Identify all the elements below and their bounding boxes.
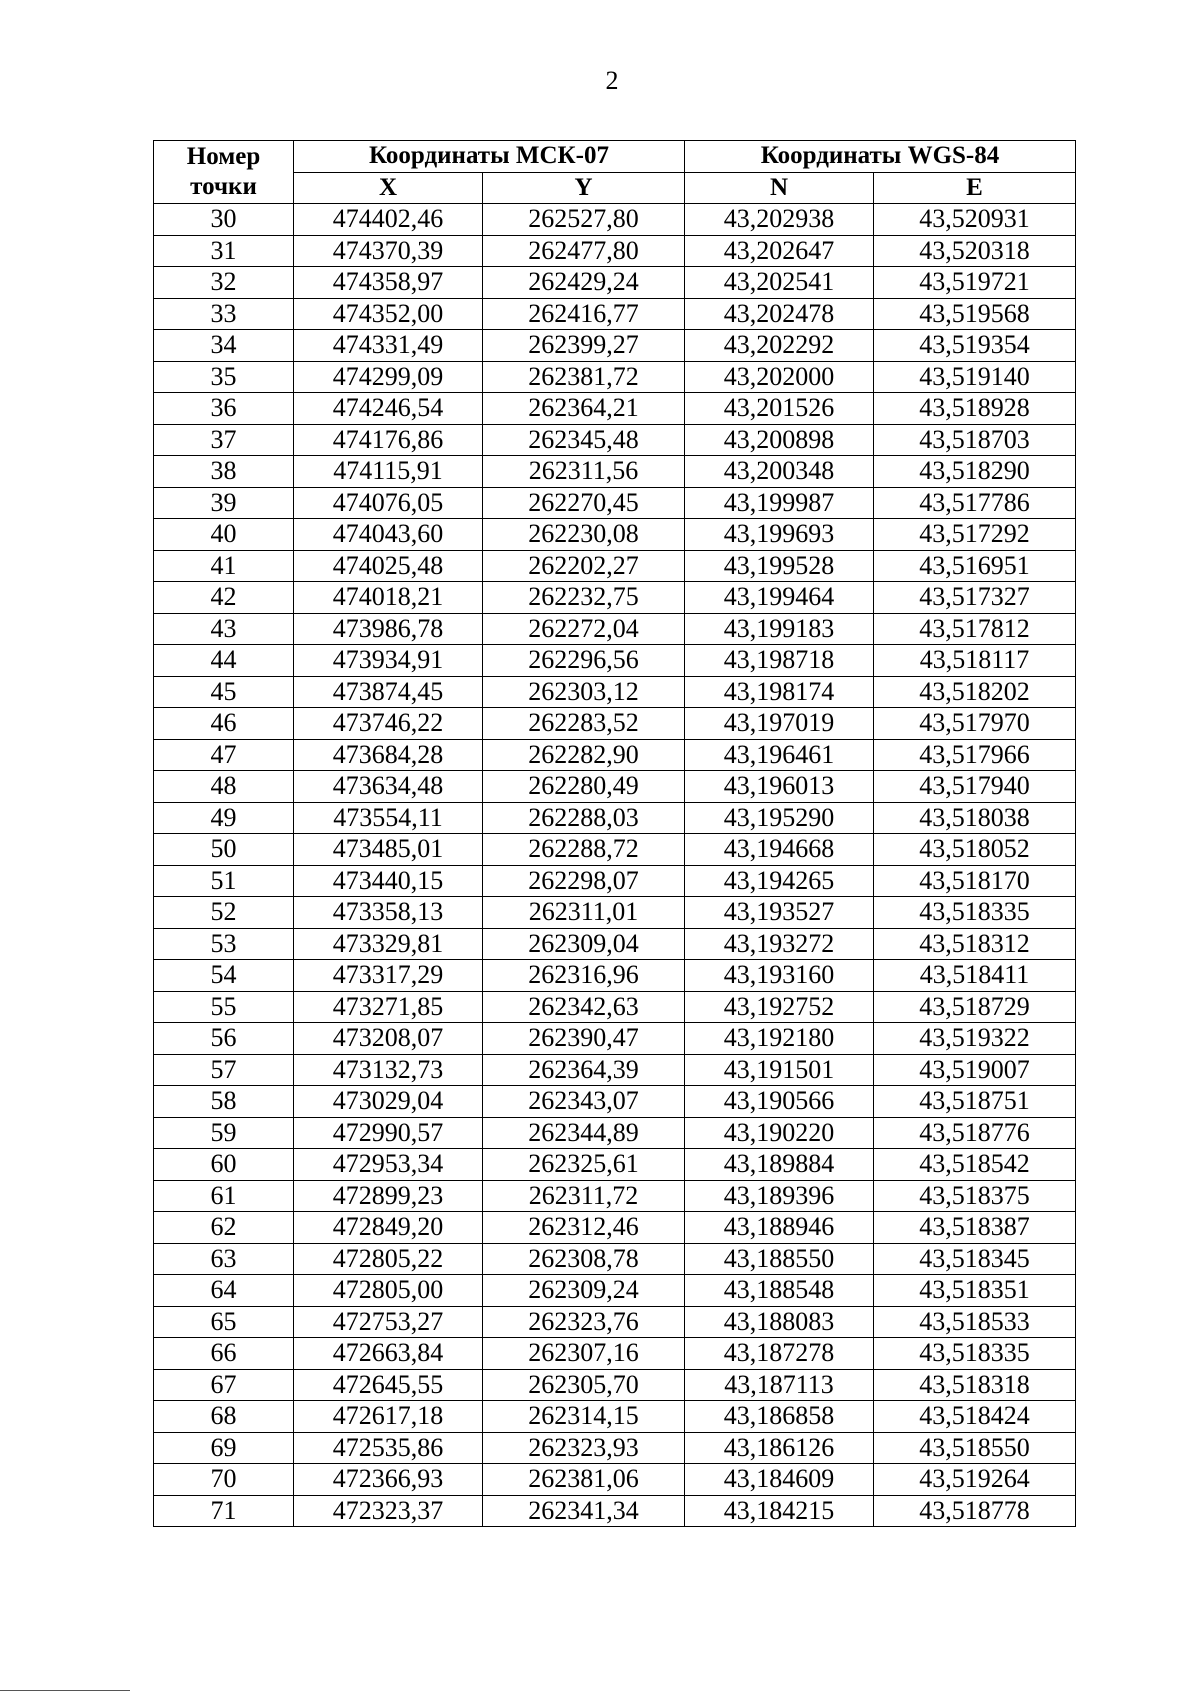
page-number: 2 [605, 66, 619, 95]
table-row [154, 550, 1076, 582]
point-number-cell: 56 [154, 1023, 294, 1055]
table-row [154, 771, 1076, 803]
table-row [154, 645, 1076, 677]
e-cell: 43,519568 [874, 298, 1076, 330]
table-row [154, 1432, 1076, 1464]
point-number-cell: 41 [154, 550, 294, 582]
e-cell: 43,518117 [874, 645, 1076, 677]
table-row [154, 1180, 1076, 1212]
point-number-cell: 54 [154, 960, 294, 992]
table-row [154, 739, 1076, 771]
x-cell: 474299,09 [294, 361, 483, 393]
n-cell: 43,202541 [685, 267, 874, 299]
table-row [154, 1306, 1076, 1338]
point-number-cell: 40 [154, 519, 294, 551]
x-cell: 472753,27 [294, 1306, 483, 1338]
y-cell: 262311,72 [483, 1180, 685, 1212]
y-cell: 262345,48 [483, 424, 685, 456]
msk-07-header: Координаты МСК-07 [294, 141, 685, 173]
e-cell: 43,518202 [874, 676, 1076, 708]
y-cell: 262323,76 [483, 1306, 685, 1338]
point-number-cell: 71 [154, 1495, 294, 1527]
y-cell: 262230,08 [483, 519, 685, 551]
table-row [154, 1401, 1076, 1433]
point-number-cell: 68 [154, 1401, 294, 1433]
x-cell: 473271,85 [294, 991, 483, 1023]
e-cell: 43,518312 [874, 928, 1076, 960]
e-cell: 43,518335 [874, 1338, 1076, 1370]
e-cell: 43,518038 [874, 802, 1076, 834]
y-cell: 262309,24 [483, 1275, 685, 1307]
x-column-header: X [294, 172, 483, 204]
y-cell: 262416,77 [483, 298, 685, 330]
n-cell: 43,187278 [685, 1338, 874, 1370]
table-row [154, 361, 1076, 393]
e-cell: 43,518751 [874, 1086, 1076, 1118]
table-row [154, 960, 1076, 992]
x-cell: 473208,07 [294, 1023, 483, 1055]
y-cell: 262298,07 [483, 865, 685, 897]
point-number-cell: 38 [154, 456, 294, 488]
e-cell: 43,518776 [874, 1117, 1076, 1149]
y-cell: 262344,89 [483, 1117, 685, 1149]
n-cell: 43,197019 [685, 708, 874, 740]
y-cell: 262364,21 [483, 393, 685, 425]
x-cell: 474331,49 [294, 330, 483, 362]
n-cell: 43,199183 [685, 613, 874, 645]
e-cell: 43,519007 [874, 1054, 1076, 1086]
e-cell: 43,520931 [874, 204, 1076, 236]
table-row [154, 456, 1076, 488]
point-number-cell: 50 [154, 834, 294, 866]
table-body [154, 204, 1076, 1527]
x-cell: 473986,78 [294, 613, 483, 645]
point-number-cell: 31 [154, 235, 294, 267]
n-cell: 43,186858 [685, 1401, 874, 1433]
e-cell: 43,518375 [874, 1180, 1076, 1212]
x-cell: 472366,93 [294, 1464, 483, 1496]
y-cell: 262280,49 [483, 771, 685, 803]
table-row [154, 1054, 1076, 1086]
x-cell: 472805,22 [294, 1243, 483, 1275]
table-row [154, 582, 1076, 614]
n-cell: 43,190220 [685, 1117, 874, 1149]
y-cell: 262323,93 [483, 1432, 685, 1464]
e-cell: 43,518411 [874, 960, 1076, 992]
e-cell: 43,517786 [874, 487, 1076, 519]
e-cell: 43,517970 [874, 708, 1076, 740]
point-number-cell: 65 [154, 1306, 294, 1338]
x-cell: 474246,54 [294, 393, 483, 425]
table-row [154, 834, 1076, 866]
e-cell: 43,517966 [874, 739, 1076, 771]
e-cell: 43,516951 [874, 550, 1076, 582]
table-row [154, 1212, 1076, 1244]
x-cell: 473029,04 [294, 1086, 483, 1118]
n-cell: 43,199693 [685, 519, 874, 551]
e-cell: 43,518052 [874, 834, 1076, 866]
point-number-cell: 64 [154, 1275, 294, 1307]
point-number-cell: 66 [154, 1338, 294, 1370]
table-row [154, 1495, 1076, 1527]
n-cell: 43,200348 [685, 456, 874, 488]
e-cell: 43,518542 [874, 1149, 1076, 1181]
y-cell: 262429,24 [483, 267, 685, 299]
n-cell: 43,196461 [685, 739, 874, 771]
x-cell: 473317,29 [294, 960, 483, 992]
y-cell: 262272,04 [483, 613, 685, 645]
n-cell: 43,188083 [685, 1306, 874, 1338]
x-cell: 474025,48 [294, 550, 483, 582]
n-cell: 43,194265 [685, 865, 874, 897]
point-number-cell: 47 [154, 739, 294, 771]
point-number-header: Номер точки [154, 141, 294, 204]
point-number-cell: 55 [154, 991, 294, 1023]
x-cell: 474176,86 [294, 424, 483, 456]
point-number-cell: 37 [154, 424, 294, 456]
point-number-cell: 35 [154, 361, 294, 393]
x-cell: 472663,84 [294, 1338, 483, 1370]
e-cell: 43,518351 [874, 1275, 1076, 1307]
e-cell: 43,518703 [874, 424, 1076, 456]
e-cell: 43,518778 [874, 1495, 1076, 1527]
y-cell: 262399,27 [483, 330, 685, 362]
point-number-cell: 44 [154, 645, 294, 677]
table-row [154, 802, 1076, 834]
table-row [154, 1149, 1076, 1181]
y-cell: 262390,47 [483, 1023, 685, 1055]
x-cell: 474076,05 [294, 487, 483, 519]
x-cell: 474370,39 [294, 235, 483, 267]
point-number-cell: 57 [154, 1054, 294, 1086]
footer-rule [0, 1690, 130, 1691]
table-row [154, 676, 1076, 708]
e-cell: 43,518387 [874, 1212, 1076, 1244]
point-number-cell: 63 [154, 1243, 294, 1275]
e-cell: 43,519140 [874, 361, 1076, 393]
point-number-cell: 67 [154, 1369, 294, 1401]
table-row [154, 519, 1076, 551]
n-cell: 43,201526 [685, 393, 874, 425]
table-row [154, 1243, 1076, 1275]
y-cell: 262308,78 [483, 1243, 685, 1275]
coordinates-table [153, 140, 1076, 1527]
x-cell: 473874,45 [294, 676, 483, 708]
y-cell: 262312,46 [483, 1212, 685, 1244]
table-row [154, 708, 1076, 740]
table-row [154, 897, 1076, 929]
point-number-cell: 51 [154, 865, 294, 897]
e-cell: 43,518318 [874, 1369, 1076, 1401]
point-number-cell: 30 [154, 204, 294, 236]
table-row [154, 424, 1076, 456]
x-cell: 472953,34 [294, 1149, 483, 1181]
y-cell: 262270,45 [483, 487, 685, 519]
y-cell: 262364,39 [483, 1054, 685, 1086]
y-cell: 262307,16 [483, 1338, 685, 1370]
table-row [154, 1086, 1076, 1118]
y-cell: 262381,06 [483, 1464, 685, 1496]
n-cell: 43,190566 [685, 1086, 874, 1118]
n-cell: 43,199987 [685, 487, 874, 519]
table-row [154, 330, 1076, 362]
y-cell: 262381,72 [483, 361, 685, 393]
y-cell: 262288,72 [483, 834, 685, 866]
x-cell: 474402,46 [294, 204, 483, 236]
table-row [154, 267, 1076, 299]
y-cell: 262341,34 [483, 1495, 685, 1527]
n-cell: 43,196013 [685, 771, 874, 803]
x-cell: 472990,57 [294, 1117, 483, 1149]
y-cell: 262202,27 [483, 550, 685, 582]
n-cell: 43,192180 [685, 1023, 874, 1055]
x-cell: 473634,48 [294, 771, 483, 803]
x-cell: 473329,81 [294, 928, 483, 960]
e-cell: 43,518729 [874, 991, 1076, 1023]
n-cell: 43,188548 [685, 1275, 874, 1307]
y-cell: 262325,61 [483, 1149, 685, 1181]
x-cell: 472535,86 [294, 1432, 483, 1464]
e-cell: 43,520318 [874, 235, 1076, 267]
n-cell: 43,193527 [685, 897, 874, 929]
n-cell: 43,188946 [685, 1212, 874, 1244]
e-cell: 43,517812 [874, 613, 1076, 645]
y-cell: 262527,80 [483, 204, 685, 236]
point-number-cell: 34 [154, 330, 294, 362]
point-number-cell: 43 [154, 613, 294, 645]
x-cell: 473358,13 [294, 897, 483, 929]
e-cell: 43,518335 [874, 897, 1076, 929]
y-cell: 262303,12 [483, 676, 685, 708]
e-cell: 43,518424 [874, 1401, 1076, 1433]
y-cell: 262283,52 [483, 708, 685, 740]
n-cell: 43,192752 [685, 991, 874, 1023]
point-number-cell: 59 [154, 1117, 294, 1149]
n-cell: 43,193272 [685, 928, 874, 960]
table-row [154, 1117, 1076, 1149]
point-number-cell: 39 [154, 487, 294, 519]
point-number-cell: 46 [154, 708, 294, 740]
point-number-cell: 70 [154, 1464, 294, 1496]
e-cell: 43,518290 [874, 456, 1076, 488]
e-cell: 43,518345 [874, 1243, 1076, 1275]
y-cell: 262309,04 [483, 928, 685, 960]
e-cell: 43,519721 [874, 267, 1076, 299]
point-number-cell: 52 [154, 897, 294, 929]
n-cell: 43,198174 [685, 676, 874, 708]
n-cell: 43,202478 [685, 298, 874, 330]
y-cell: 262311,01 [483, 897, 685, 929]
n-cell: 43,200898 [685, 424, 874, 456]
x-cell: 474358,97 [294, 267, 483, 299]
n-cell: 43,184609 [685, 1464, 874, 1496]
n-cell: 43,189884 [685, 1149, 874, 1181]
n-cell: 43,191501 [685, 1054, 874, 1086]
point-number-cell: 62 [154, 1212, 294, 1244]
n-cell: 43,199464 [685, 582, 874, 614]
e-cell: 43,517292 [874, 519, 1076, 551]
e-cell: 43,518550 [874, 1432, 1076, 1464]
table-row [154, 928, 1076, 960]
n-cell: 43,186126 [685, 1432, 874, 1464]
n-cell: 43,194668 [685, 834, 874, 866]
point-number-cell: 48 [154, 771, 294, 803]
point-number-cell: 33 [154, 298, 294, 330]
table-row [154, 298, 1076, 330]
x-cell: 473746,22 [294, 708, 483, 740]
table-row [154, 1338, 1076, 1370]
x-cell: 473554,11 [294, 802, 483, 834]
table-row [154, 1275, 1076, 1307]
x-cell: 474043,60 [294, 519, 483, 551]
y-cell: 262232,75 [483, 582, 685, 614]
point-number-cell: 53 [154, 928, 294, 960]
point-number-cell: 60 [154, 1149, 294, 1181]
point-number-cell: 45 [154, 676, 294, 708]
wgs-84-header: Координаты WGS-84 [685, 141, 1076, 173]
table-row [154, 1369, 1076, 1401]
y-cell: 262296,56 [483, 645, 685, 677]
x-cell: 473485,01 [294, 834, 483, 866]
y-cell: 262282,90 [483, 739, 685, 771]
table-row [154, 235, 1076, 267]
point-number-cell: 49 [154, 802, 294, 834]
x-cell: 472645,55 [294, 1369, 483, 1401]
e-cell: 43,518928 [874, 393, 1076, 425]
y-cell: 262288,03 [483, 802, 685, 834]
x-cell: 474352,00 [294, 298, 483, 330]
y-cell: 262314,15 [483, 1401, 685, 1433]
y-column-header: Y [483, 172, 685, 204]
x-cell: 472805,00 [294, 1275, 483, 1307]
x-cell: 473684,28 [294, 739, 483, 771]
n-cell: 43,193160 [685, 960, 874, 992]
point-number-cell: 36 [154, 393, 294, 425]
e-cell: 43,518533 [874, 1306, 1076, 1338]
n-cell: 43,202000 [685, 361, 874, 393]
x-cell: 474115,91 [294, 456, 483, 488]
x-cell: 472899,23 [294, 1180, 483, 1212]
e-cell: 43,519264 [874, 1464, 1076, 1496]
x-cell: 472323,37 [294, 1495, 483, 1527]
e-cell: 43,519354 [874, 330, 1076, 362]
table-header [154, 141, 1076, 204]
e-column-header: E [874, 172, 1076, 204]
table-row [154, 393, 1076, 425]
n-cell: 43,202938 [685, 204, 874, 236]
n-cell: 43,189396 [685, 1180, 874, 1212]
x-cell: 473132,73 [294, 1054, 483, 1086]
table-row [154, 865, 1076, 897]
x-cell: 472849,20 [294, 1212, 483, 1244]
table-row [154, 487, 1076, 519]
y-cell: 262311,56 [483, 456, 685, 488]
point-number-cell: 58 [154, 1086, 294, 1118]
e-cell: 43,517327 [874, 582, 1076, 614]
point-number-cell: 42 [154, 582, 294, 614]
point-number-cell: 69 [154, 1432, 294, 1464]
x-cell: 473934,91 [294, 645, 483, 677]
n-cell: 43,199528 [685, 550, 874, 582]
n-cell: 43,202292 [685, 330, 874, 362]
x-cell: 474018,21 [294, 582, 483, 614]
y-cell: 262316,96 [483, 960, 685, 992]
n-cell: 43,198718 [685, 645, 874, 677]
table-row [154, 1464, 1076, 1496]
e-cell: 43,518170 [874, 865, 1076, 897]
y-cell: 262343,07 [483, 1086, 685, 1118]
table-row [154, 1023, 1076, 1055]
y-cell: 262477,80 [483, 235, 685, 267]
y-cell: 262342,63 [483, 991, 685, 1023]
n-cell: 43,187113 [685, 1369, 874, 1401]
n-column-header: N [685, 172, 874, 204]
point-number-cell: 61 [154, 1180, 294, 1212]
table-row [154, 204, 1076, 236]
table-row [154, 991, 1076, 1023]
point-number-cell: 32 [154, 267, 294, 299]
y-cell: 262305,70 [483, 1369, 685, 1401]
e-cell: 43,519322 [874, 1023, 1076, 1055]
n-cell: 43,202647 [685, 235, 874, 267]
x-cell: 473440,15 [294, 865, 483, 897]
table-row [154, 613, 1076, 645]
n-cell: 43,188550 [685, 1243, 874, 1275]
e-cell: 43,517940 [874, 771, 1076, 803]
n-cell: 43,184215 [685, 1495, 874, 1527]
x-cell: 472617,18 [294, 1401, 483, 1433]
n-cell: 43,195290 [685, 802, 874, 834]
